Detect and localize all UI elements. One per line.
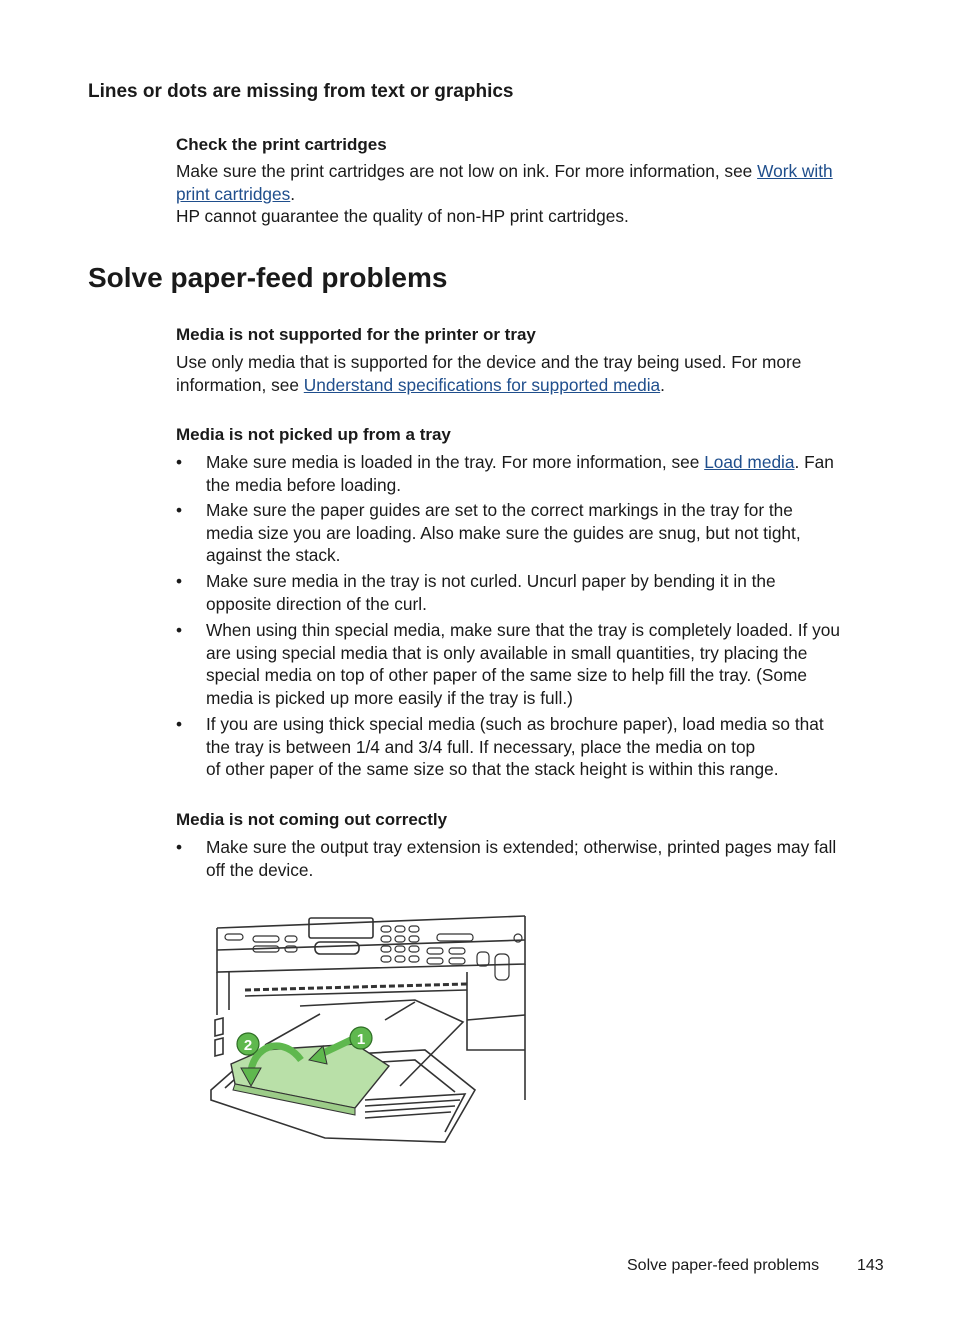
list-line: of other paper of the same size so that the stack height is within this range. <box>206 759 779 779</box>
list-line: media size you are loading. Also make sure the guides are snug, but not tight, <box>206 522 801 543</box>
footer-page-number: 143 <box>857 1257 884 1274</box>
list-item-bullet-1 <box>176 451 886 496</box>
text-run: Make sure media is loaded in the tray. For more information, see <box>206 452 705 472</box>
list-line: If you are using thick special media (such as brochure paper), load media so that <box>206 714 824 734</box>
list-item-bullet-5 <box>176 713 886 781</box>
bullet-icon: • <box>176 571 183 591</box>
link-work-with-print-cartridges-cont[interactable]: print cartridges <box>176 183 291 204</box>
list-line: off the device. <box>206 859 314 880</box>
callout-2-label: 2 <box>243 1037 253 1054</box>
list-line <box>206 451 886 474</box>
list-line: the tray is between 1/4 and 3/4 full. If necessary, place the media on top <box>206 736 756 757</box>
list-line: the media before loading. <box>206 474 402 495</box>
output-tray-illustration <box>205 910 530 1145</box>
text-run: . <box>660 374 665 395</box>
link-load-media[interactable]: Load media <box>704 452 795 472</box>
bullet-icon: • <box>176 837 183 857</box>
list-line: are using special media that is only available in small quantities, try placing the <box>206 642 808 663</box>
paragraph-line <box>176 183 886 206</box>
subheading-check-cartridges: Check the print cartridges <box>176 135 387 154</box>
page-section-title: Solve paper-feed problems <box>88 262 448 293</box>
text-run: information, see <box>176 374 304 395</box>
display-screen-icon <box>309 918 373 938</box>
link-work-with-print-cartridges[interactable]: Work with <box>757 161 833 181</box>
text-run: . <box>290 183 296 204</box>
subheading-media-not-supported: Media is not supported for the printer or tray <box>176 325 536 344</box>
list-line: When using thin special media, make sure that the tray is completely loaded. If you <box>206 620 840 640</box>
text-run: . Fan <box>794 452 834 472</box>
bullet-icon: • <box>176 452 183 472</box>
bullet-icon: • <box>176 714 183 734</box>
list-line: special media on top of other paper of the same size to help fill the tray. (Some <box>206 665 808 685</box>
bullet-icon: • <box>176 620 183 640</box>
callout-1-label: 1 <box>356 1031 366 1048</box>
link-understand-specifications[interactable]: Understand specifications for supported media <box>303 374 661 395</box>
list-line: Make sure the output tray extension is extended; otherwise, printed pages may fall <box>206 837 837 857</box>
bullet-icon: • <box>176 500 183 520</box>
list-item-bullet-4 <box>176 619 886 709</box>
paragraph-media-supported <box>176 351 886 396</box>
text-run: Make sure the print cartridges are not low on ink. For more information, see <box>176 161 758 181</box>
list-line: against the stack. <box>206 545 341 565</box>
paragraph-line <box>176 160 886 183</box>
subheading-media-not-coming-out: Media is not coming out correctly <box>176 810 448 829</box>
list-item-bullet-3 <box>176 570 886 615</box>
list-line: Make sure media in the tray is not curled. Uncurl paper by bending it in the <box>206 571 776 591</box>
list-item-output-tray <box>176 836 886 881</box>
list-line: Make sure the paper guides are set to the correct markings in the tray for the <box>206 500 793 520</box>
paragraph-line <box>176 374 886 397</box>
paragraph-line: Use only media that is supported for the device and the tray being used. For more <box>176 352 802 372</box>
list-line: media is picked up more easily if the tray is full.) <box>206 687 573 708</box>
list-line: opposite direction of the curl. <box>206 593 427 614</box>
section-heading-missing-lines: Lines or dots are missing from text or graphics <box>88 81 514 102</box>
paragraph-cartridges-low-ink <box>176 160 886 228</box>
footer-section-name: Solve paper-feed problems <box>627 1257 820 1274</box>
list-item-bullet-2 <box>176 499 886 567</box>
paragraph-non-hp: HP cannot guarantee the quality of non-HP print cartridges. <box>176 206 629 226</box>
subheading-media-not-picked-up: Media is not picked up from a tray <box>176 425 451 444</box>
